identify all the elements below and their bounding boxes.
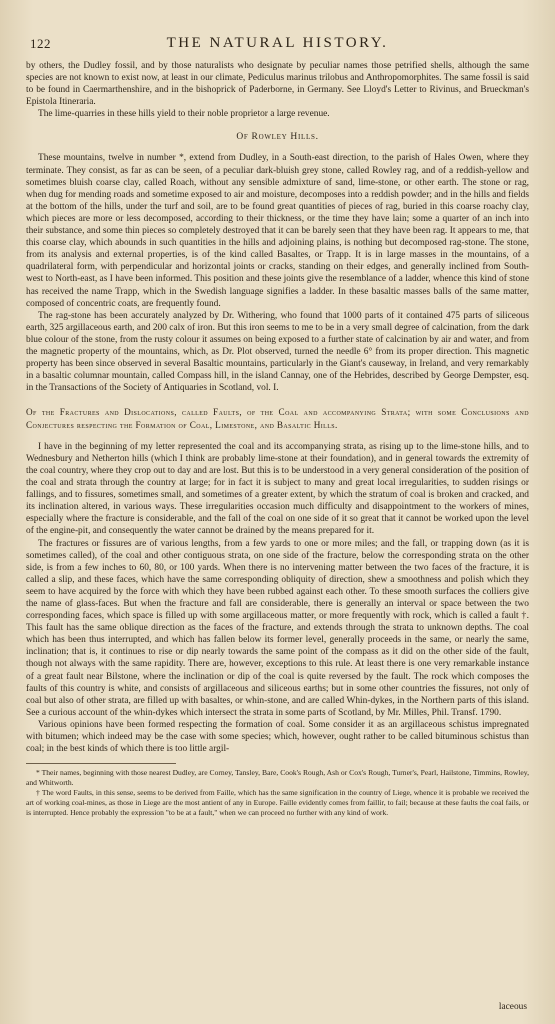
- paragraph: The fractures or fissures are of various lengths, from a few yards to one or more miles; and the fall, or trapping down (as it is sometimes called), of the coal and other contiguous strata, on one side of the fracture, below the corresponding strata on the other side, is from a few inches to 60, 80, or 100 yards. When there is no intervening matter between the two faces of the fracture, it is called a slip, and these faces, which have the same corresponding obliquity of direction, shew a smoothness and polish which they seem to have acquired by the force with which they have been rubbed against each other. To these smooth surfaces the colliers give the name of glass-faces. But when the fracture and fall are considerable, there is generally an interval or space between the two corresponding faces, which space is filled up with some argillaceous matter, or more frequently with rock, which is called a fault †. This fault has the same oblique direction as the faces of the fracture, and extends through the strata to unknown depths. The coal which has been thus interrupted, and which has fallen below its former level, generally proceeds in the same, or nearly the same, inclination; that is, it continues to rise or dip nearly towards the same point of the compass as it did on the other side of the fault, though not always with the same rapidity. There are, however, exceptions to this rule. At least there is one very remarkable instance of a great fault near Bilstone, where the inclination or dip of the coal is quite reversed by the fault. The rock which composes the faults of this country is white, and consists of argillaceous and siliceous earths; but in some other countries the fissures, not only of coal but also of other strata, are filled up with basaltes, or whin-stone, and are called Whin-dykes, in the Northern parts of this island. See a curious account of the whin-dykes which intersect the strata in some parts of Scotland, by Mr. Milles, Phil. Transf. 1790.: [26, 538, 529, 718]
- paragraph: Various opinions have been formed respecting the formation of coal. Some consider it as an argillaceous schistus impregnated with bitumen; which indeed may be the case with some species; which, however, ought rather to be called bituminous schistus than coal; in the best kinds of which there is too little argil-: [26, 719, 529, 755]
- running-title: THE NATURAL HISTORY.: [166, 35, 389, 51]
- paragraph: I have in the beginning of my letter represented the coal and its accompanying strata, as rising up to the lime-stone hills, and to Wednesbury and Netherton hills (which I think are probably lime-stone at their foundation), and in general towards the extremity of the coal country, where they crop out to day and are lost. But this is to be understood in a very general consideration of the position of the coal and strata through the country at large; for in fact it is subject to many and great local irregularities, to sudden risings or fallings, and to fissures, sometimes small, and sometimes of a greater extent, by which the stratum of coal is broken and cracked, and its inclination altered, in various ways. These irregularities occasion much difficulty and disappointment to the workers of mines, especially where the fracture is considerable, and the fall of the coal on one side of it so great that it cannot be worked upon the level of the engine-pit, and consequently the water cannot be drained by the means prepared for it.: [26, 441, 529, 537]
- footnote: * Their names, beginning with those nearest Dudley, are Corney, Tansley, Bare, Cook's Rough, Ash or Cox's Rough, Turner's, Pearl, Hailstone, Timmins, Rowley, and Whitworth.: [26, 768, 529, 788]
- section-heading-rowley-hills: Of Rowley Hills.: [236, 132, 319, 143]
- catchword: laceous: [498, 1002, 527, 1012]
- footnote-rule: [26, 763, 176, 764]
- paragraph: The rag-stone has been accurately analyzed by Dr. Withering, who found that 1000 parts of it contained 475 parts of siliceous earth, 325 argillaceous earth, and 200 calx of iron. But this iron seems to me to be in a very small degree of calcination, from the dark blue colour of the stone, from the rusty colour it assumes on being exposed to a further state of calcination by air and water, and from the magnetic property of the mountains, which, as Dr. Plot observed, turned the needle 6° from its proper direction. This magnetic property has been since observed in several Basaltic mountains, particularly in the Giant's causeway, in Ireland, and very remarkably in a basaltic columnar mountain, called Compass hill, in the island Cannay, one of the Hebrides, described by George Dempster, esq. in the Transactions of the Society of Antiquaries in Scotland, vol. I.: [26, 310, 529, 394]
- page-number: 122: [30, 36, 51, 51]
- paragraph: The lime-quarries in these hills yield to their noble proprietor a large revenue.: [38, 109, 330, 120]
- paragraph: by others, the Dudley fossil, and by those naturalists who designate by peculiar names those petrified shells, although the same species are not known to exist now, at least in our climate, Pediculus marinus trilobus and Anthropomorphites. The same fossil is said to be found in Caermarthenshire, and in the bishoprick of Paderborne, in Germany. See Lloyd's Letter to Rivinus, and Brueckman's Epistola Itineraria.: [26, 61, 529, 108]
- footnote: † The word Faults, in this sense, seems to be derived from Faille, which has the same signification in the country of Liege, whence it is probable we received the art of working coal-mines, as those in Liege are the most antient of any in Europe. Faille evidently comes from faillir, to fail; because at these faults the coal fails, or is interrupted. Hence probably the expression "to be at a fault," when we can proceed no further with any kind of work.: [26, 788, 529, 818]
- page-header: [26, 34, 529, 54]
- paragraph: These mountains, twelve in number *, extend from Dudley, in a South-east direction, to the parish of Hales Owen, where they terminate. They consist, as far as can be seen, of a peculiar dark-bluish grey stone, called Rowley rag, and of a reddish-yellow and sometimes bluish coarse clay, called Roach, without any sensible admixture of sand, lime-stone, or other earth. The stone or rag, when dug for mending roads and sometime exposed to air and moisture, decomposes into a reddish powder; and in the hills and fields at the bottom of the hills, under the turf and soil, are to be found great quantities of pieces of rag, buried in this coarse roachy clay, which pieces are more or less decomposed, according to their thickness, or the time they have lain; some a quarter of an inch into their substance, and some thin pieces so completely destroyed that it can be barely seen that they have been rag. It appears to me, that this coarse clay, which abounds in such quantities in the hills and adjoining plains, is nothing but decomposed rag-stone. The stone, from its analysis and external properties, is of the kind called Basaltes, or Trapp. It is in large masses in the mountains, of a quadrilateral form, with perpendicular and horizontal joints or cracks, standing on their edges, and generally inclined from South-west to North-east, as I have been informed. This position and these joints give the resemblance of a ladder, whence this kind of stone has received the name Trapp, which in the Swedish language signifies a ladder. In these basaltic masses balls of the same matter, composed of concentric coats, are frequently found.: [26, 153, 529, 309]
- section-heading-faults: Of the Fractures and Dislocations, called Faults, of the Coal and accompanying Strata; with some Conclusions and Conjectures respecting the Formation of Coal, Limestone, and Basaltic Hills.: [26, 407, 529, 430]
